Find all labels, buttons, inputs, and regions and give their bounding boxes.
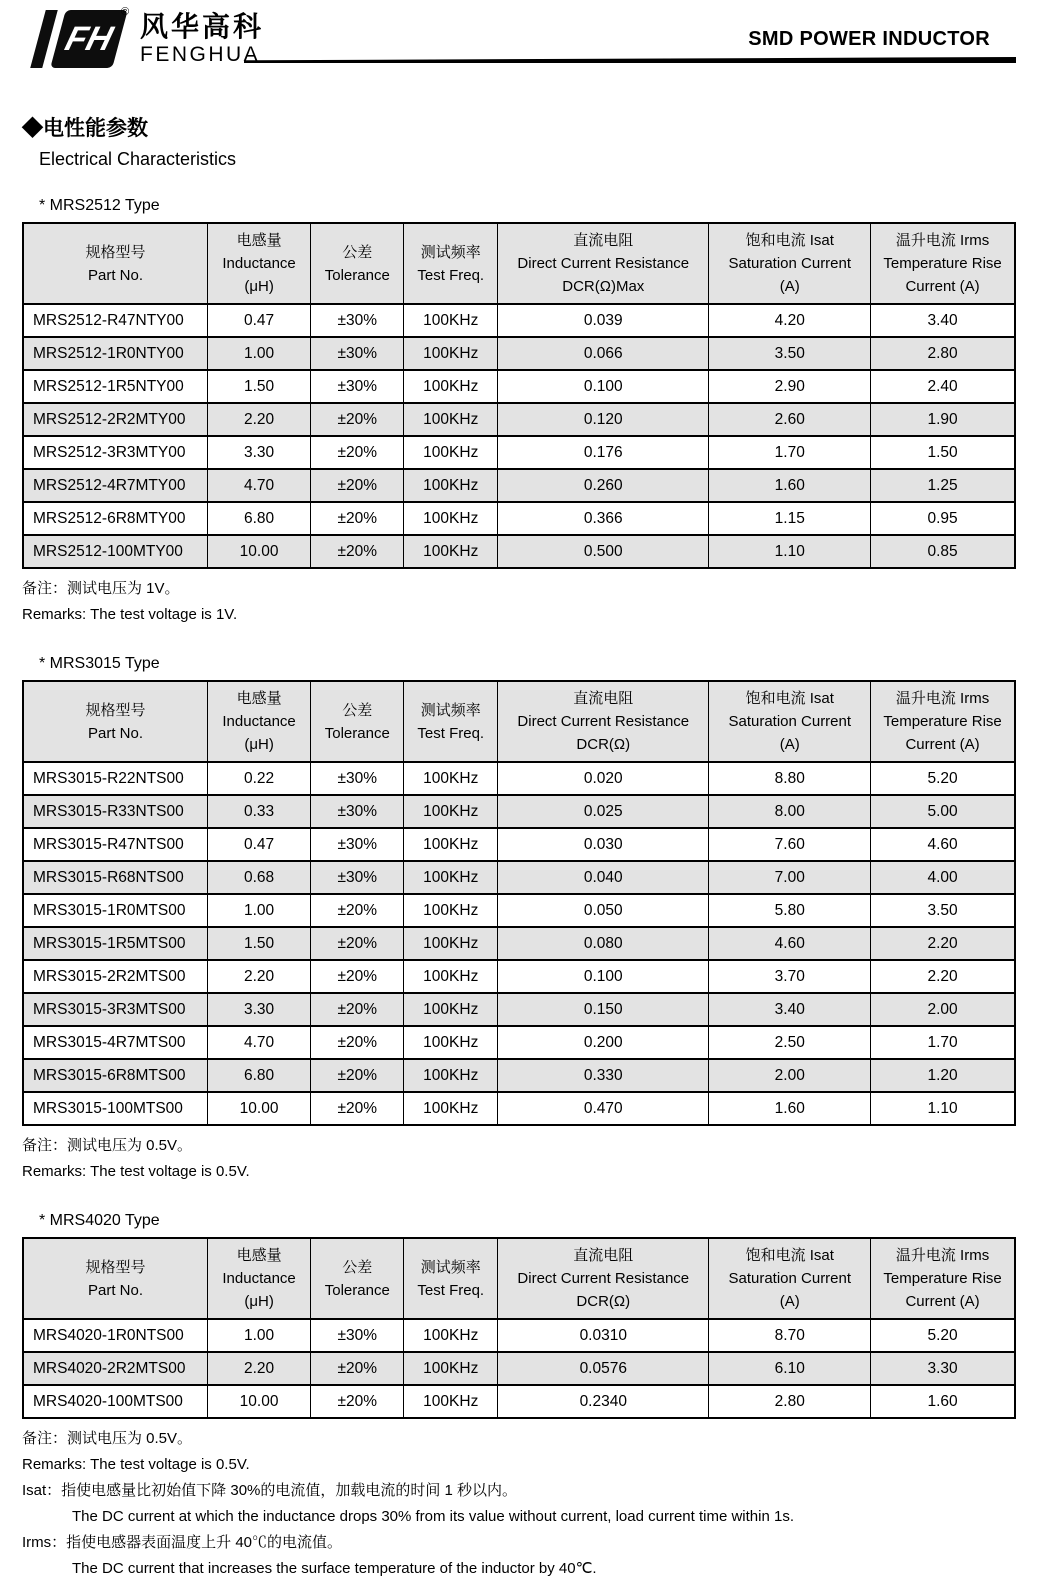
table-row [23,762,1015,795]
value-cell: ±20% [311,894,404,927]
value-cell: ±30% [311,370,404,403]
value-cell: ±30% [311,828,404,861]
value-cell: 100KHz [404,960,498,993]
value-cell: 0.95 [871,502,1015,535]
value-cell: 1.10 [709,535,871,568]
table-row [23,960,1015,993]
column-header: 电感量 Inductance (μH) [208,681,311,762]
brand-logo [22,6,265,68]
table-row [23,795,1015,828]
column-header: 饱和电流 Isat Saturation Current (A) [709,681,871,762]
column-header: 电感量 Inductance (μH) [208,223,311,304]
mrs4020-table [22,1237,1016,1419]
value-cell: 1.50 [871,436,1015,469]
value-cell: 5.00 [871,795,1015,828]
value-cell: ±20% [311,535,404,568]
footnote-irms-cn: Irms：指使电感器表面温度上升 40℃的电流值。 [22,1534,343,1551]
mrs4020-section [22,1212,1016,1478]
value-cell: 0.22 [208,762,311,795]
value-cell: 4.00 [871,861,1015,894]
part-no-cell: MRS2512-4R7MTY00 [23,469,208,502]
type-label-mrs2512: * MRS2512 Type [39,197,160,214]
value-cell: 1.10 [871,1092,1015,1125]
value-cell: 1.60 [709,469,871,502]
column-header: 测试频率 Test Freq. [404,223,498,304]
value-cell: 5.20 [871,762,1015,795]
column-header: 电感量 Inductance (μH) [208,1238,311,1319]
value-cell: 100KHz [404,1319,498,1352]
value-cell: 1.15 [709,502,871,535]
table-row [23,1026,1015,1059]
value-cell: 0.47 [208,828,311,861]
part-no-cell: MRS3015-R22NTS00 [23,762,208,795]
value-cell: 8.80 [709,762,871,795]
value-cell: 0.040 [498,861,709,894]
value-cell: 0.066 [498,337,709,370]
value-cell: ±20% [311,469,404,502]
value-cell: 1.50 [208,370,311,403]
type-label-mrs3015: * MRS3015 Type [39,655,160,672]
value-cell: ±20% [311,960,404,993]
value-cell: 2.20 [871,927,1015,960]
value-cell: 2.80 [709,1385,871,1418]
value-cell: ±20% [311,1092,404,1125]
value-cell: 6.80 [208,502,311,535]
column-header: 直流电阻 Direct Current Resistance DCR(Ω) [498,1238,709,1319]
column-header: 规格型号 Part No. [23,223,208,304]
table-row [23,304,1015,337]
value-cell: 0.176 [498,436,709,469]
part-no-cell: MRS4020-1R0NTS00 [23,1319,208,1352]
value-cell: 4.60 [709,927,871,960]
value-cell: 100KHz [404,370,498,403]
value-cell: 2.60 [709,403,871,436]
value-cell: 0.200 [498,1026,709,1059]
value-cell: 2.20 [208,403,311,436]
value-cell: 4.20 [709,304,871,337]
brand-text [140,10,264,67]
type-label-mrs4020: * MRS4020 Type [39,1212,160,1229]
value-cell: 5.20 [871,1319,1015,1352]
value-cell: ±30% [311,304,404,337]
part-no-cell: MRS3015-1R5MTS00 [23,927,208,960]
column-header: 公差 Tolerance [311,1238,404,1319]
value-cell: 1.60 [709,1092,871,1125]
value-cell: 0.039 [498,304,709,337]
value-cell: 1.50 [208,927,311,960]
section-heading-en: Electrical Characteristics [39,149,237,169]
value-cell: ±20% [311,1026,404,1059]
value-cell: 2.90 [709,370,871,403]
value-cell: 4.60 [871,828,1015,861]
value-cell: 2.00 [871,993,1015,1026]
value-cell: 6.80 [208,1059,311,1092]
value-cell: ±30% [311,861,404,894]
table-row [23,1319,1015,1352]
part-no-cell: MRS3015-3R3MTS00 [23,993,208,1026]
value-cell: ±30% [311,795,404,828]
value-cell: 5.80 [709,894,871,927]
value-cell: 3.70 [709,960,871,993]
value-cell: ±20% [311,403,404,436]
remark-cn: 备注：测试电压为 0.5V。 [22,1137,193,1154]
value-cell: 3.50 [709,337,871,370]
part-no-cell: MRS2512-100MTY00 [23,535,208,568]
footnotes [22,1478,1016,1582]
mrs3015-section [22,655,1016,1185]
value-cell: 1.60 [871,1385,1015,1418]
value-cell: ±20% [311,927,404,960]
value-cell: 4.70 [208,469,311,502]
value-cell: ±30% [311,762,404,795]
value-cell: 0.120 [498,403,709,436]
value-cell: 3.30 [208,436,311,469]
value-cell: 1.00 [208,894,311,927]
mrs2512-table [22,222,1016,569]
value-cell: 0.330 [498,1059,709,1092]
column-header: 温升电流 Irms Temperature Rise Current (A) [871,681,1015,762]
value-cell: 4.70 [208,1026,311,1059]
value-cell: 0.2340 [498,1385,709,1418]
part-no-cell: MRS2512-R47NTY00 [23,304,208,337]
part-no-cell: MRS3015-2R2MTS00 [23,960,208,993]
value-cell: ±20% [311,1059,404,1092]
value-cell: 2.50 [709,1026,871,1059]
value-cell: 0.025 [498,795,709,828]
value-cell: 8.00 [709,795,871,828]
value-cell: 0.68 [208,861,311,894]
table-row [23,436,1015,469]
header-rule [244,57,1016,63]
value-cell: 3.40 [709,993,871,1026]
remark-en: Remarks: The test voltage is 0.5V. [22,1163,250,1180]
column-header: 测试频率 Test Freq. [404,1238,498,1319]
fenghua-logo-icon [22,6,130,68]
column-header: 温升电流 Irms Temperature Rise Current (A) [871,223,1015,304]
value-cell: 1.25 [871,469,1015,502]
brand-name-en: FENGHUA [140,43,261,66]
value-cell: 1.20 [871,1059,1015,1092]
value-cell: 100KHz [404,894,498,927]
registered-trademark-icon: ® [121,6,130,18]
value-cell: 100KHz [404,1092,498,1125]
mrs2512-section [22,197,1016,628]
value-cell: ±20% [311,502,404,535]
value-cell: 2.20 [208,1352,311,1385]
value-cell: 0.050 [498,894,709,927]
value-cell: 10.00 [208,535,311,568]
part-no-cell: MRS3015-4R7MTS00 [23,1026,208,1059]
page-header [22,8,1016,78]
value-cell: 100KHz [404,436,498,469]
table-row [23,403,1015,436]
value-cell: 100KHz [404,795,498,828]
mrs3015-table [22,680,1016,1126]
remark-cn: 备注：测试电压为 1V。 [22,580,180,597]
value-cell: 100KHz [404,1385,498,1418]
value-cell: ±30% [311,337,404,370]
value-cell: 3.50 [871,894,1015,927]
value-cell: 0.150 [498,993,709,1026]
value-cell: 2.20 [208,960,311,993]
column-header: 公差 Tolerance [311,681,404,762]
part-no-cell: MRS2512-6R8MTY00 [23,502,208,535]
part-no-cell: MRS3015-R33NTS00 [23,795,208,828]
table-row [23,535,1015,568]
value-cell: 7.60 [709,828,871,861]
value-cell: 0.85 [871,535,1015,568]
value-cell: 100KHz [404,535,498,568]
table-row [23,894,1015,927]
value-cell: ±20% [311,993,404,1026]
table-row [23,927,1015,960]
part-no-cell: MRS2512-2R2MTY00 [23,403,208,436]
value-cell: ±20% [311,1385,404,1418]
footnote-isat-en: The DC current at which the inductance drops 30% from its value without current, load current time within 1s. [72,1508,794,1525]
value-cell: 100KHz [404,469,498,502]
table-row [23,993,1015,1026]
table-row [23,1059,1015,1092]
table-row [23,1385,1015,1418]
value-cell: 0.366 [498,502,709,535]
part-no-cell: MRS2512-1R5NTY00 [23,370,208,403]
value-cell: 0.33 [208,795,311,828]
value-cell: 2.40 [871,370,1015,403]
value-cell: 3.30 [871,1352,1015,1385]
column-header: 直流电阻 Direct Current Resistance DCR(Ω)Max [498,223,709,304]
column-header: 公差 Tolerance [311,223,404,304]
value-cell: 0.100 [498,960,709,993]
value-cell: 3.40 [871,304,1015,337]
value-cell: 2.80 [871,337,1015,370]
remark-cn: 备注：测试电压为 0.5V。 [22,1430,193,1447]
part-no-cell: MRS3015-1R0MTS00 [23,894,208,927]
table-row [23,502,1015,535]
value-cell: ±30% [311,1319,404,1352]
value-cell: 1.70 [871,1026,1015,1059]
remark-en: Remarks: The test voltage is 1V. [22,606,238,623]
value-cell: 8.70 [709,1319,871,1352]
column-header: 规格型号 Part No. [23,681,208,762]
table-row [23,370,1015,403]
column-header: 规格型号 Part No. [23,1238,208,1319]
value-cell: 100KHz [404,1352,498,1385]
value-cell: 0.100 [498,370,709,403]
table-row [23,337,1015,370]
value-cell: 1.70 [709,436,871,469]
value-cell: 7.00 [709,861,871,894]
table-row [23,828,1015,861]
part-no-cell: MRS3015-6R8MTS00 [23,1059,208,1092]
value-cell: 100KHz [404,1026,498,1059]
value-cell: 100KHz [404,861,498,894]
value-cell: 2.00 [709,1059,871,1092]
footnote-isat-cn: Isat：指使电感量比初始值下降 30%的电流值，加载电流的时间 1 秒以内。 [22,1482,518,1499]
brand-name-cn: 风华高科 [140,11,265,42]
value-cell: ±20% [311,1352,404,1385]
column-header: 温升电流 Irms Temperature Rise Current (A) [871,1238,1015,1319]
table-header-row [23,681,1015,762]
value-cell: 100KHz [404,828,498,861]
value-cell: 0.0310 [498,1319,709,1352]
table-row [23,861,1015,894]
value-cell: 1.00 [208,1319,311,1352]
remark-en: Remarks: The test voltage is 0.5V. [22,1456,250,1473]
section-heading-cn: ◆电性能参数 [22,117,148,140]
value-cell: 0.030 [498,828,709,861]
table-header-row [23,1238,1015,1319]
part-no-cell: MRS2512-1R0NTY00 [23,337,208,370]
column-header: 饱和电流 Isat Saturation Current (A) [709,223,871,304]
value-cell: 100KHz [404,403,498,436]
column-header: 饱和电流 Isat Saturation Current (A) [709,1238,871,1319]
value-cell: 6.10 [709,1352,871,1385]
table-row [23,1092,1015,1125]
value-cell: 0.500 [498,535,709,568]
value-cell: 0.080 [498,927,709,960]
value-cell: 0.47 [208,304,311,337]
column-header: 测试频率 Test Freq. [404,681,498,762]
logo-monogram: FH [50,10,128,68]
part-no-cell: MRS3015-R47NTS00 [23,828,208,861]
value-cell: 100KHz [404,337,498,370]
value-cell: 0.260 [498,469,709,502]
value-cell: ±20% [311,436,404,469]
value-cell: 100KHz [404,927,498,960]
value-cell: 100KHz [404,762,498,795]
table-header-row [23,223,1015,304]
table-row [23,469,1015,502]
value-cell: 10.00 [208,1385,311,1418]
column-header: 直流电阻 Direct Current Resistance DCR(Ω) [498,681,709,762]
table-row [23,1352,1015,1385]
value-cell: 3.30 [208,993,311,1026]
footnote-irms-en: The DC current that increases the surface temperature of the inductor by 40℃. [72,1560,597,1577]
value-cell: 1.90 [871,403,1015,436]
value-cell: 0.020 [498,762,709,795]
value-cell: 100KHz [404,502,498,535]
value-cell: 1.00 [208,337,311,370]
part-no-cell: MRS2512-3R3MTY00 [23,436,208,469]
value-cell: 10.00 [208,1092,311,1125]
value-cell: 100KHz [404,1059,498,1092]
part-no-cell: MRS4020-2R2MTS00 [23,1352,208,1385]
part-no-cell: MRS3015-100MTS00 [23,1092,208,1125]
value-cell: 0.470 [498,1092,709,1125]
value-cell: 100KHz [404,304,498,337]
value-cell: 100KHz [404,993,498,1026]
value-cell: 0.0576 [498,1352,709,1385]
part-no-cell: MRS3015-R68NTS00 [23,861,208,894]
part-no-cell: MRS4020-100MTS00 [23,1385,208,1418]
page-title: SMD POWER INDUCTOR [748,28,990,50]
value-cell: 2.20 [871,960,1015,993]
